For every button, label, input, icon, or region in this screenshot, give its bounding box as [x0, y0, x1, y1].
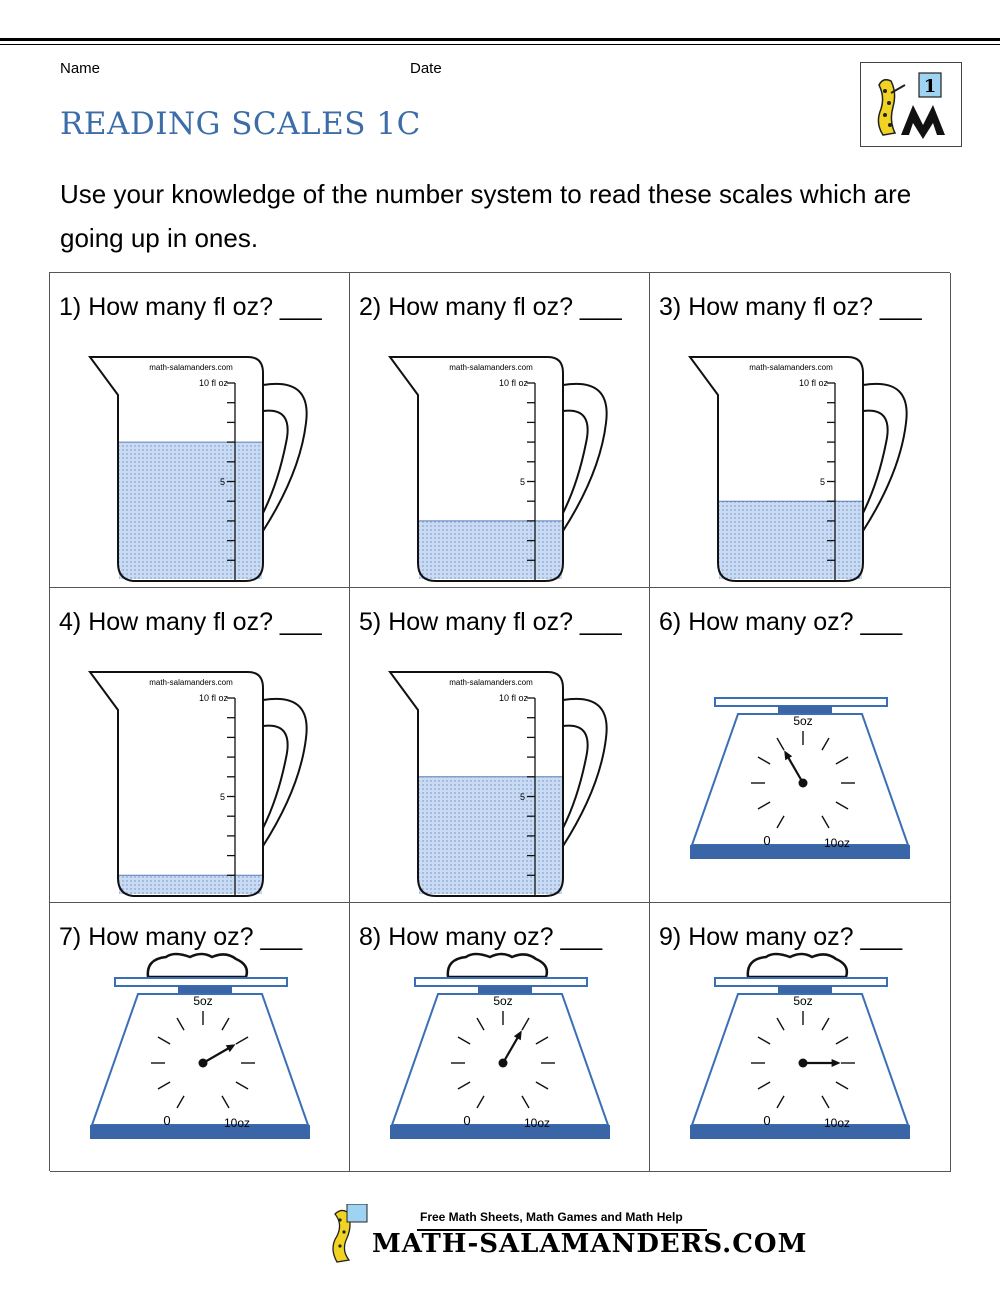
name-label: Name — [60, 60, 101, 77]
dial-pivot — [499, 1059, 508, 1068]
jug-liquid — [419, 777, 562, 894]
jug-site-label: math-salamanders.com — [149, 363, 233, 372]
jug-mid-label: 5 — [219, 477, 225, 487]
dial-mid-label: 5oz — [793, 714, 813, 728]
dial-zero-label: 0 — [763, 833, 771, 848]
instructions: Use your knowledge of the number system to read these scales which are going up in ones. — [60, 179, 912, 253]
scale-load — [748, 954, 847, 977]
salamander-icon — [878, 80, 905, 135]
dial-max-label: 10oz — [823, 1116, 851, 1130]
dial-mid-label: 5oz — [193, 994, 213, 1008]
question-prompt: How many fl oz? ___ — [688, 293, 922, 321]
jug-site-label: math-salamanders.com — [449, 363, 533, 372]
question-number: 8) — [359, 923, 382, 951]
top-rule-thin — [0, 44, 1000, 45]
grade-logo — [860, 62, 962, 147]
weighing-scale — [650, 588, 950, 903]
jug-handle-inner — [263, 726, 288, 828]
scale-body — [392, 994, 608, 1125]
question-cell — [350, 273, 650, 588]
scale-platform — [715, 698, 887, 706]
scale-load — [148, 954, 247, 977]
scale-neck — [778, 706, 832, 714]
question-cell — [350, 588, 650, 903]
question-number: 1) — [59, 293, 82, 321]
scale-load — [448, 954, 547, 977]
jug-handle-inner — [563, 411, 588, 513]
question-cell — [650, 903, 951, 1172]
question-number: 6) — [659, 608, 682, 636]
jug-mid-label: 5 — [519, 792, 525, 802]
measuring-jug — [650, 273, 950, 588]
scale-base — [690, 845, 910, 859]
dial-zero-label: 0 — [163, 1113, 171, 1128]
measuring-jug — [50, 273, 350, 588]
dial-max-label: 10oz — [823, 836, 851, 850]
dial-pivot — [799, 779, 808, 788]
jug-top-label: 10 fl oz — [798, 378, 828, 388]
weighing-scale — [650, 903, 950, 1172]
jug-site-label: math-salamanders.com — [149, 678, 233, 687]
scale-neck — [178, 986, 232, 994]
scale-platform — [115, 978, 287, 986]
question-cell — [350, 903, 650, 1172]
scale-base — [390, 1125, 610, 1139]
question-prompt: How many fl oz? ___ — [388, 608, 622, 636]
dial-max-label: 10oz — [523, 1116, 551, 1130]
jug-top-label: 10 fl oz — [498, 378, 528, 388]
jug-handle-inner — [863, 411, 888, 513]
question-prompt: How many oz? ___ — [688, 608, 903, 636]
question-prompt: How many oz? ___ — [88, 923, 303, 951]
scale-platform — [715, 978, 887, 986]
jug-site-label: math-salamanders.com — [449, 678, 533, 687]
jug-top-label: 10 fl oz — [198, 378, 228, 388]
dial-zero-label: 0 — [463, 1113, 471, 1128]
jug-handle — [563, 384, 607, 531]
jug-site-label: math-salamanders.com — [749, 363, 833, 372]
jug-top-label: 10 fl oz — [198, 693, 228, 703]
dial-max-label: 10oz — [223, 1116, 251, 1130]
jug-body — [90, 672, 263, 896]
date-label: Date — [410, 60, 442, 77]
dial-pivot — [199, 1059, 208, 1068]
measuring-jug — [350, 273, 650, 588]
weighing-scale — [50, 903, 350, 1172]
question-prompt: How many oz? ___ — [388, 923, 603, 951]
jug-handle-inner — [263, 411, 288, 513]
footer-site-name: MATH-SALAMANDERS.COM — [372, 1229, 808, 1259]
question-number: 2) — [359, 293, 382, 321]
dial-pivot — [799, 1059, 808, 1068]
scale-platform — [415, 978, 587, 986]
jug-liquid — [119, 442, 262, 579]
measuring-jug — [350, 588, 650, 903]
scale-base — [90, 1125, 310, 1139]
jug-liquid — [119, 875, 262, 894]
jug-top-label: 10 fl oz — [498, 693, 528, 703]
dial-zero-label: 0 — [763, 1113, 771, 1128]
question-cell — [650, 273, 951, 588]
question-prompt: How many fl oz? ___ — [388, 293, 622, 321]
jug-handle — [563, 699, 607, 846]
top-rule — [0, 38, 1000, 41]
jug-handle — [263, 699, 307, 846]
jug-mid-label: 5 — [819, 477, 825, 487]
question-prompt: How many oz? ___ — [688, 923, 903, 951]
question-prompt: How many fl oz? ___ — [88, 293, 322, 321]
dial-mid-label: 5oz — [793, 994, 813, 1008]
question-number: 4) — [59, 608, 82, 636]
jug-handle — [863, 384, 907, 531]
jug-liquid — [419, 521, 562, 579]
worksheet-title: READING SCALES 1C — [60, 106, 421, 142]
scale-neck — [778, 986, 832, 994]
scale-base — [690, 1125, 910, 1139]
footer-tagline: Free Math Sheets, Math Games and Math Help — [420, 1210, 683, 1224]
question-number: 5) — [359, 608, 382, 636]
jug-handle-inner — [563, 726, 588, 828]
question-number: 7) — [59, 923, 82, 951]
scale-body — [692, 994, 908, 1125]
question-number: 9) — [659, 923, 682, 951]
grade-badge: 1 — [923, 76, 937, 97]
question-prompt: How many fl oz? ___ — [88, 608, 322, 636]
dial-mid-label: 5oz — [493, 994, 513, 1008]
measuring-jug — [50, 588, 350, 903]
question-number: 3) — [659, 293, 682, 321]
question-cell — [650, 588, 951, 903]
jug-mid-label: 5 — [219, 792, 225, 802]
jug-liquid — [719, 501, 862, 579]
question-grid — [49, 272, 950, 1171]
jug-handle — [263, 384, 307, 531]
weighing-scale — [350, 903, 650, 1172]
jug-mid-label: 5 — [519, 477, 525, 487]
scale-neck — [478, 986, 532, 994]
question-cell — [50, 273, 350, 588]
question-cell — [50, 588, 350, 903]
scale-body — [92, 994, 308, 1125]
question-cell — [50, 903, 350, 1172]
